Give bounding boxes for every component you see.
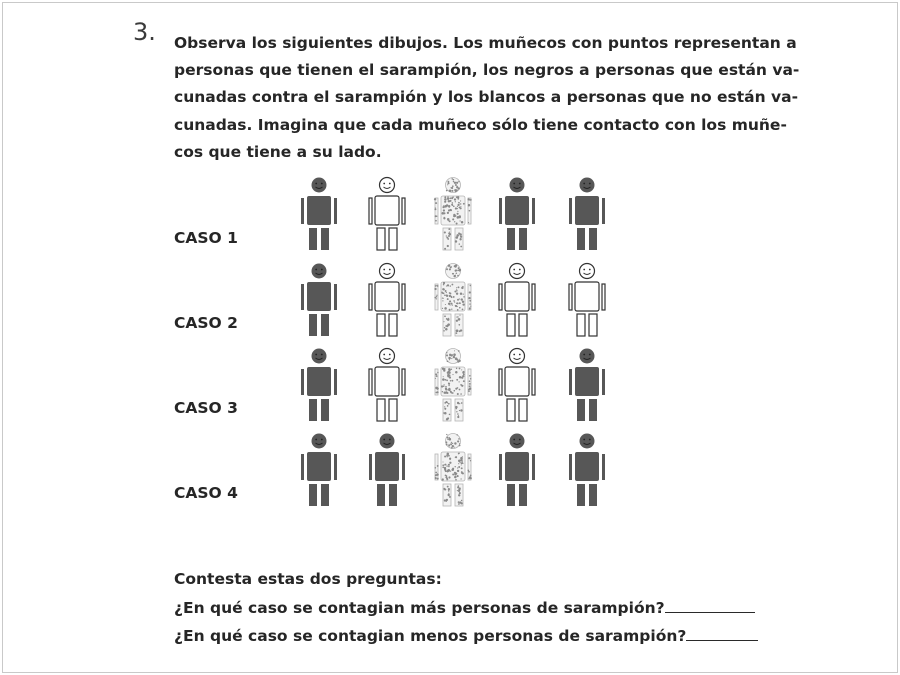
vaccinated-person-icon — [299, 432, 339, 508]
question-1 — [174, 598, 755, 617]
case-label: CASO 3 — [174, 399, 238, 417]
case-label: CASO 2 — [174, 314, 238, 332]
infected-person-icon — [433, 262, 473, 338]
unvaccinated-person-icon — [497, 262, 537, 338]
case-label: CASO 4 — [174, 484, 238, 502]
unvaccinated-person-icon — [367, 347, 407, 423]
question-number: 3. — [133, 18, 156, 46]
question-2-text: ¿En qué caso se contagian menos personas de sarampión? — [174, 627, 687, 645]
vaccinated-person-icon — [299, 347, 339, 423]
unvaccinated-person-icon — [567, 262, 607, 338]
case-label: CASO 1 — [174, 229, 238, 247]
question-line: cunadas. Imagina que cada muñeco sólo tiene contacto con los muñe- — [174, 115, 787, 134]
infected-person-icon — [433, 432, 473, 508]
question-line: cunadas contra el sarampión y los blancos a personas que no están va- — [174, 88, 799, 107]
question-text — [174, 30, 800, 166]
question-line: personas que tienen el sarampión, los negros a personas que están va- — [174, 61, 800, 80]
answer-2-line[interactable] — [686, 626, 758, 641]
answers-heading: Contesta estas dos preguntas: — [174, 570, 442, 588]
vaccinated-person-icon — [299, 176, 339, 252]
unvaccinated-person-icon — [497, 347, 537, 423]
infected-person-icon — [433, 176, 473, 252]
unvaccinated-person-icon — [367, 176, 407, 252]
unvaccinated-person-icon — [367, 262, 407, 338]
vaccinated-person-icon — [567, 347, 607, 423]
vaccinated-person-icon — [567, 432, 607, 508]
question-1-text: ¿En qué caso se contagian más personas de sarampión? — [174, 599, 665, 617]
vaccinated-person-icon — [497, 176, 537, 252]
question-line: cos que tiene a su lado. — [174, 142, 382, 161]
infected-person-icon — [433, 347, 473, 423]
question-line: Observa los siguientes dibujos. Los muñecos con puntos representan a — [174, 34, 797, 52]
vaccinated-person-icon — [299, 262, 339, 338]
question-2 — [174, 626, 758, 645]
vaccinated-person-icon — [367, 432, 407, 508]
answer-1-line[interactable] — [665, 598, 755, 613]
vaccinated-person-icon — [567, 176, 607, 252]
vaccinated-person-icon — [497, 432, 537, 508]
